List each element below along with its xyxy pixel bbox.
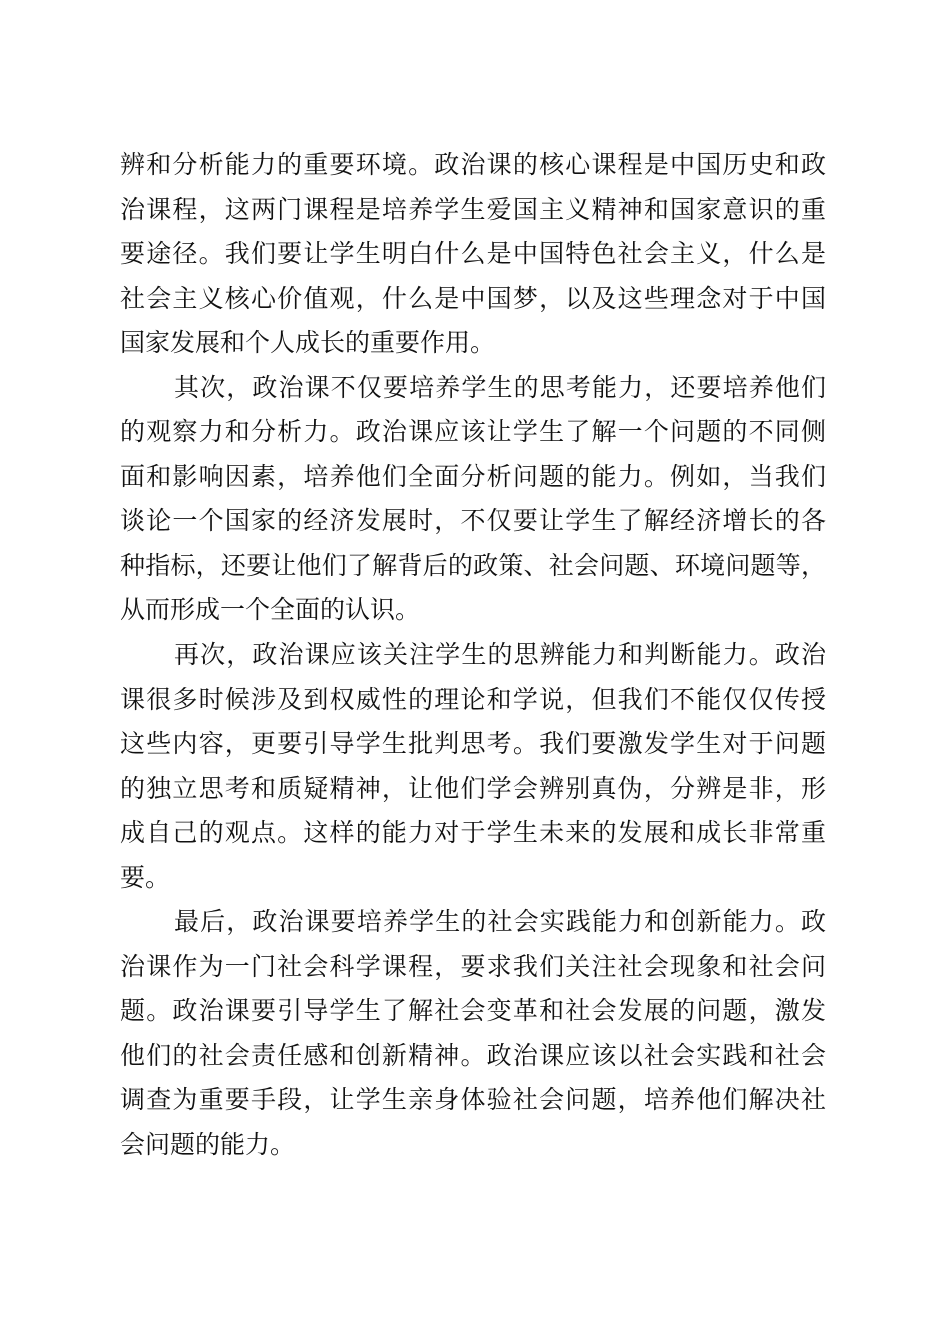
paragraph bbox=[120, 143, 826, 366]
text-line: 要。 bbox=[120, 862, 171, 892]
text-line: 社会主义核心价值观，什么是中国梦，以及这些理念对于中国 bbox=[120, 283, 826, 313]
text-line: 的观察力和分析力。政治课应该让学生了解一个问题的不同侧 bbox=[120, 417, 826, 447]
text-line: 最后，政治课要培养学生的社会实践能力和创新能力。政 bbox=[174, 907, 826, 937]
text-line: 辨和分析能力的重要环境。政治课的核心课程是中国历史和政 bbox=[120, 150, 826, 179]
paragraph bbox=[120, 633, 826, 900]
text-line: 种指标，还要让他们了解背后的政策、社会问题、环境问题等， bbox=[120, 550, 826, 580]
text-line: 谈论一个国家的经济发展时，不仅要让学生了解经济增长的各 bbox=[120, 506, 826, 536]
text-line: 面和影响因素，培养他们全面分析问题的能力。例如，当我们 bbox=[120, 461, 826, 491]
text-line: 会问题的能力。 bbox=[120, 1130, 296, 1160]
paragraph bbox=[120, 366, 826, 633]
text-line: 其次，政治课不仅要培养学生的思考能力，还要培养他们 bbox=[174, 372, 826, 402]
text-line: 课很多时候涉及到权威性的理论和学说，但我们不能仅仅传授 bbox=[120, 684, 826, 714]
text-line: 要途径。我们要让学生明白什么是中国特色社会主义，什么是 bbox=[120, 239, 826, 269]
text-line: 的独立思考和质疑精神，让他们学会辨别真伪，分辨是非，形 bbox=[120, 773, 826, 803]
text-line: 治课作为一门社会科学课程，要求我们关注社会现象和社会问 bbox=[120, 951, 826, 981]
text-line: 国家发展和个人成长的重要作用。 bbox=[120, 328, 496, 358]
text-line: 成自己的观点。这样的能力对于学生未来的发展和成长非常重 bbox=[120, 818, 826, 848]
text-line: 治课程，这两门课程是培养学生爱国主义精神和国家意识的重 bbox=[120, 194, 826, 224]
text-line: 这些内容，更要引导学生批判思考。我们要激发学生对于问题 bbox=[120, 729, 826, 759]
text-line: 从而形成一个全面的认识。 bbox=[120, 595, 421, 625]
document-page bbox=[120, 143, 826, 1168]
paragraph bbox=[120, 900, 826, 1167]
text-line: 调查为重要手段，让学生亲身体验社会问题，培养他们解决社 bbox=[120, 1085, 826, 1115]
text-line: 再次，政治课应该关注学生的思辨能力和判断能力。政治 bbox=[174, 640, 826, 670]
text-line: 题。政治课要引导学生了解社会变革和社会发展的问题，激发 bbox=[120, 996, 826, 1026]
text-line: 他们的社会责任感和创新精神。政治课应该以社会实践和社会 bbox=[120, 1040, 826, 1070]
